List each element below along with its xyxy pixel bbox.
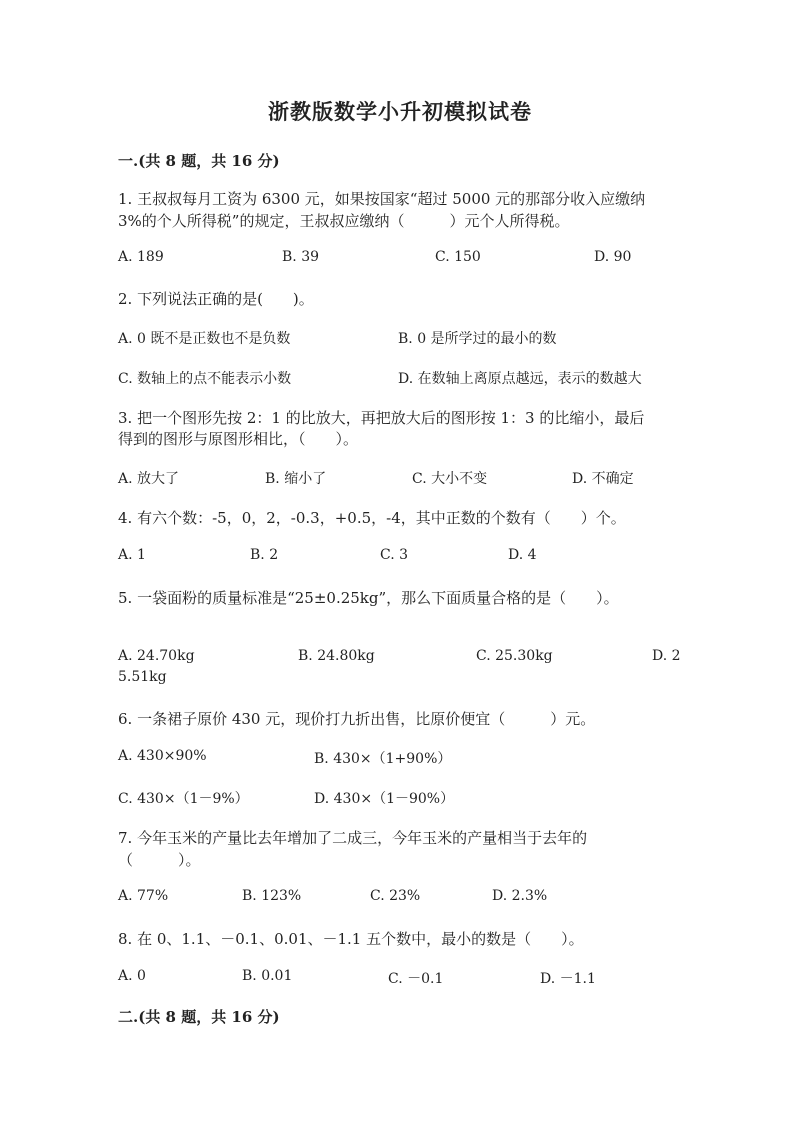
question-2-option-c: C. 数轴上的点不能表示小数 <box>118 371 292 387</box>
question-3-line-2: 得到的图形与原图形相比，（ ）。 <box>118 430 359 448</box>
question-8-line-1: 8. 在 0、1.1、－0.1、0.01、－1.1 五个数中，最小的数是（ ）。 <box>118 930 584 948</box>
question-2-option-b: B. 0 是所学过的最小的数 <box>398 331 557 347</box>
question-8-option-b: B. 0.01 <box>242 968 293 984</box>
question-8-option-c: C. －0.1 <box>388 971 444 987</box>
question-4-option-b: B. 2 <box>250 547 279 563</box>
question-7-option-b: B. 123% <box>242 888 302 904</box>
question-6-line-1: 6. 一条裙子原价 430 元，现价打九折出售，比原价便宜（ ）元。 <box>118 710 596 728</box>
question-2-option-d: D. 在数轴上离原点越远，表示的数越大 <box>398 371 642 387</box>
question-7-line-1: 7. 今年玉米的产量比去年增加了二成三，今年玉米的产量相当于去年的 <box>118 829 588 847</box>
question-5-option-d: D. 2 <box>652 648 681 664</box>
question-2-option-a: A. 0 既不是正数也不是负数 <box>118 331 291 347</box>
section-2-heading: 二.(共 8 题，共 16 分) <box>118 1008 280 1026</box>
question-4-option-a: A. 1 <box>118 547 146 563</box>
question-1-line-2: 3%的个人所得税”的规定，王叔叔应缴纳（ ）元个人所得税。 <box>118 212 570 230</box>
question-5-option-d-wrap: 5.51kg <box>118 669 167 685</box>
question-5-line-1: 5. 一袋面粉的质量标准是“25±0.25kg”，那么下面质量合格的是（ ）。 <box>118 589 619 607</box>
question-8-option-d: D. －1.1 <box>540 971 596 987</box>
question-1-line-1: 1. 王叔叔每月工资为 6300 元，如果按国家“超过 5000 元的那部分收入应缴纳 <box>118 190 646 208</box>
question-1-option-c: C. 150 <box>435 249 481 265</box>
question-3-option-c: C. 大小不变 <box>412 471 488 487</box>
question-6-option-c: C. 430×（1－9%） <box>118 791 249 807</box>
question-3-option-d: D. 不确定 <box>572 471 634 487</box>
question-4-option-d: D. 4 <box>508 547 537 563</box>
question-3-option-a: A. 放大了 <box>118 471 180 487</box>
exam-title: 浙教版数学小升初模拟试卷 <box>268 99 532 124</box>
question-3-line-1: 3. 把一个图形先按 2：1 的比放大，再把放大后的图形按 1：3 的比缩小，最后 <box>118 409 645 427</box>
question-1-option-b: B. 39 <box>282 249 320 265</box>
question-7-option-c: C. 23% <box>370 888 421 904</box>
question-7-line-2: （ ）。 <box>118 851 201 869</box>
question-7-option-d: D. 2.3% <box>492 888 548 904</box>
question-8-option-a: A. 0 <box>118 968 146 984</box>
question-7-option-a: A. 77% <box>118 888 169 904</box>
question-6-option-d: D. 430×（1－90%） <box>314 791 455 807</box>
question-5-option-b: B. 24.80kg <box>298 648 375 664</box>
question-5-option-a: A. 24.70kg <box>118 648 195 664</box>
question-6-option-b: B. 430×（1+90%） <box>314 751 452 767</box>
question-4-option-c: C. 3 <box>380 547 409 563</box>
question-2-line-1: 2. 下列说法正确的是( )。 <box>118 290 314 308</box>
question-3-option-b: B. 缩小了 <box>265 471 327 487</box>
section-1-heading: 一.(共 8 题，共 16 分) <box>118 152 280 170</box>
question-1-option-d: D. 90 <box>594 249 632 265</box>
question-6-option-a: A. 430×90% <box>118 748 207 764</box>
question-4-line-1: 4. 有六个数：-5，0，2，-0.3，+0.5，-4，其中正数的个数有（ ）个。 <box>118 509 626 527</box>
question-1-option-a: A. 189 <box>118 249 164 265</box>
question-5-option-c: C. 25.30kg <box>476 648 553 664</box>
